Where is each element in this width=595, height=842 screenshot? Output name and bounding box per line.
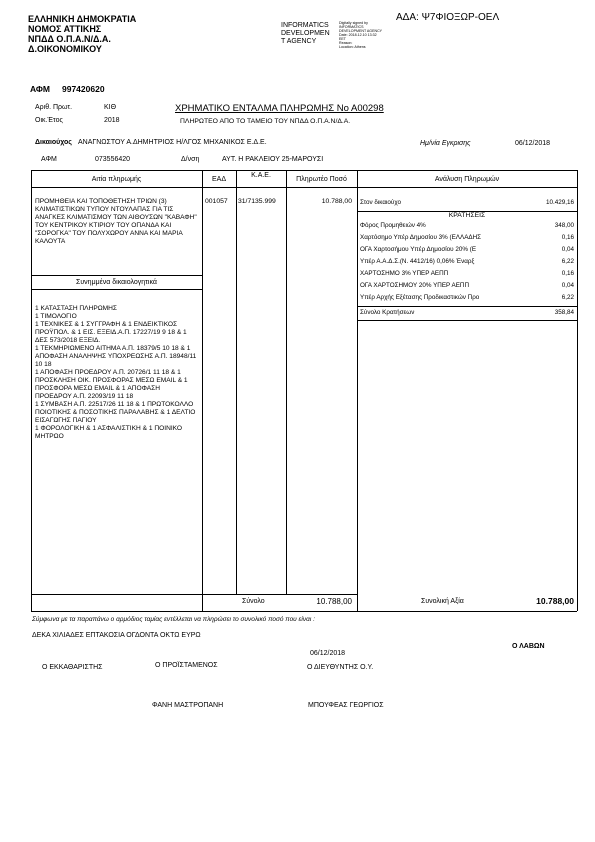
total-value: 10.788,00 <box>316 597 352 606</box>
head-label: Ο ΠΡΟΪΣΤΑΜΕΝΟΣ <box>155 662 218 669</box>
deduction-value: 0,16 <box>561 270 574 277</box>
deduction-label: ΟΓΑ Χαρτοσήμου Υπέρ Δημοσίου 20% (Ε <box>360 246 477 253</box>
agency-line: INFORMATICS <box>281 22 329 29</box>
deduction-label: Φόρος Προμηθειών 4% <box>360 222 426 229</box>
deduction-label: Υπέρ Αρχής Εξέτασης Προδικαστικών Προ <box>360 294 480 301</box>
beneficiary-row <box>358 199 576 207</box>
deduction-row <box>358 234 576 242</box>
payment-cause: ΠΡΟΜΗΘΕΙΑ ΚΑΙ ΤΟΠΟΘΕΤΗΣΗ ΤΡΙΩΝ (3) ΚΛΙΜΑΤΙΣΤΙΚΩΝ ΤΥΠΟΥ ΝΤΟΥΛΑΠΑΣ ΓΙΑ ΤΙΣ ΑΝΑΓΚΕΣ ΚΛΙΜΑΤΙΣΜΟΥ ΤΩΝ ΑΙΘΟΥΣΩΝ "ΚΑΒΑΦΗ" ΤΟΥ ΚΕΝΤΡΙΚΟΥ ΚΤΙΡΙΟΥ ΤΟΥ ΟΠΑΝΔΑ ΚΑΙ "ΣΟΡΟΓΚΑ" ΤΟΥ ΠΟΛΥΧΩΡΟΥ ΑΝΝΑ ΚΑΙ ΜΑΡΙΑ ΚΑΛΟΥΤΑ <box>35 198 197 245</box>
deduction-value: 6,22 <box>561 294 574 301</box>
amount-in-words: ΔΕΚΑ ΧΙΛΙΑΔΕΣ ΕΠΤΑΚΟΣΙΑ ΟΓΔΟΝΤΑ ΟΚΤΩ ΕΥΡΩ <box>32 632 201 639</box>
afm2-label: ΑΦΜ <box>41 156 57 163</box>
beneficiary-label: Δικαιούχος <box>35 139 72 146</box>
org-line: Δ.ΟΙΚΟΝΟΜΙΚΟΥ <box>28 44 102 54</box>
organization-block <box>28 14 136 54</box>
address-label: Δ/νση <box>181 156 200 163</box>
deduction-value: 0,16 <box>561 234 574 241</box>
payment-instruction: Σύμφωνα με τα παραπάνω ο αρμόδιος ταμίας εντέλλεται να πληρώσει το συνολικό ποσό που είναι : <box>32 616 315 623</box>
amount-value: 10.788,00 <box>321 198 352 205</box>
total-deductions-row <box>358 309 576 317</box>
attached-docs-list: 1 ΚΑΤΑΣΤΑΣΗ ΠΛΗΡΩΜΗΣ 1 ΤΙΜΟΛΟΓΙΟ 1 ΤΕΧΝΙΚΕΣ & 1 ΣΥΓΓΡΑΦΗ & 1 ΕΝΔΕΙΚΤΙΚΟΣ ΠΡΟΫΠΟΛ. & 1 ΕΙΣ. ΕΞΕΙΔ.Α.Π. 17227/19 9 18 & 1 ΔΕΣ 573/2018 ΕΞΕΙΔ. 1 ΤΕΚΜΗΡΙΩΜΕΝΟ ΑΙΤΗΜΑ Α.Π. 18379/5 10 18 & 1 ΑΠΟΦΑΣΗ ΑΝΑΛΗΨΗΣ ΥΠΟΧΡΕΩΣΗΣ Α.Π. 18948/11 10 18 1 ΑΠΟΦΑΣΗ ΠΡΟΕΔΡΟΥ Α.Π. 20726/1 11 18 & 1 ΠΡΟΣΚΛΗΣΗ ΟΙΚ. ΠΡΟΣΦΟΡΑΣ ΜΕΣΩ EMAIL & 1 ΠΡΟΣΦΟΡΑ ΜΕΣΩ EMAIL & 1 ΑΠΟΦΑΣΗ ΠΡΟΕΔΡΟΥ Α.Π. 22093/19 11 18 1 ΣΥΜΒΑΣΗ Α.Π. 22517/26 11 18 & 1 ΠΡΩΤΟΚΟΛΛΟ ΠΟΙΟΤΙΚΗΣ & ΠΟΣΟΤΙΚΗΣ ΠΑΡΑΛΑΒΗΣ & 1 ΔΕΛΤΙΟ ΕΙΣΑΓΩΓΗΣ ΠΑΓΙΟΥ 1 ΦΟΡΟΛΟΓΙΚΗ & 1 ΑΣΦΑΛΙΣΤΙΚΗ & 1 ΠΟΙΝΙΚΟ ΜΗΤΡΩΟ <box>35 305 197 440</box>
deduction-label: Υπέρ Α.Α.Δ.Σ.(Ν. 4412/16) 0,06% Έναρξ <box>360 258 475 265</box>
ada-code: ΑΔΑ: Ψ7ΦΙΟΞΩΡ-ΟΕΛ <box>396 12 500 23</box>
approval-date: 06/12/2018 <box>515 140 551 147</box>
signature-date: 06/12/2018 <box>310 650 346 657</box>
ead-value: 001057 <box>205 198 228 205</box>
stamp-line: Reason: <box>339 41 353 45</box>
net-value-label: Συνολική Αξία <box>421 598 464 605</box>
deductions-title: ΚΡΑΤΗΣΕΙΣ <box>448 212 486 219</box>
org-line: ΝΟΜΟΣ ΑΤΤΙΚΗΣ <box>28 24 102 34</box>
kae-value: 31/7135.999 <box>238 198 276 205</box>
header-cause: Αιτία πληρωμής <box>91 176 142 183</box>
deduction-value: 0,04 <box>561 246 574 253</box>
deduction-value: 6,22 <box>561 258 574 265</box>
deduction-label: ΟΓΑ ΧΑΡΤΟΣΗΜΟΥ 20% ΥΠΕΡ ΑΕΠΠ <box>360 282 470 289</box>
deduction-label: ΧΑΡΤΟΣΗΜΟ 3% ΥΠΕΡ ΑΕΠΠ <box>360 270 449 277</box>
afm2-value: 073556420 <box>95 156 131 163</box>
attached-docs-title: Συνημμένα δικαιολογητικά <box>76 279 157 286</box>
header-analysis: Ανάλυση Πληρωμών <box>434 176 500 183</box>
agency-line: T AGENCY <box>281 38 317 45</box>
stamp-line: DEVELOPMENT AGENCY <box>339 29 383 33</box>
document-subtitle: ΠΛΗΡΩΤΕΟ ΑΠΟ ΤΟ ΤΑΜΕΙΟ ΤΟΥ ΝΠΔΔ Ο.Π.Α.Ν/Δ.Α. <box>180 118 351 125</box>
receiver-label: Ο ΛΑΒΩΝ <box>512 643 545 650</box>
director-name: ΜΠΟΥΦΕΑΣ ΓΕΩΡΓΙΟΣ <box>308 702 384 709</box>
protocol-label: Αριθ. Πρωτ. <box>35 104 73 111</box>
stamp-line: Date: 2018.12.10 13:32 <box>339 33 377 37</box>
agency-label <box>281 22 330 46</box>
afm-label: ΑΦΜ <box>30 84 50 94</box>
deduction-row <box>358 258 576 266</box>
agency-line: DEVELOPMEN <box>281 30 330 37</box>
header-amount: Πληρωτέο Ποσό <box>296 176 347 183</box>
org-line: ΕΛΛΗΝΙΚΗ ΔΗΜΟΚΡΑΤΙΑ <box>28 14 137 24</box>
director-label: Ο ΔΙΕΥΘΥΝΤΗΣ Ο.Υ. <box>307 664 374 671</box>
afm-value: 997420620 <box>62 84 105 94</box>
deduction-value: 0,04 <box>561 282 574 289</box>
deduction-row <box>358 282 576 290</box>
head-name: ΦΑΝΗ ΜΑΣΤΡΟΠΑΝΗ <box>152 702 224 709</box>
total-deductions-value: 358,84 <box>554 309 574 316</box>
protocol-value: ΚΙΘ <box>104 104 117 111</box>
net-value: 10.788,00 <box>536 596 574 606</box>
year-label: Οικ.Έτος <box>35 117 63 124</box>
deduction-row <box>358 294 576 302</box>
beneficiary-amount-label: Στον δικαιούχο <box>360 199 401 206</box>
approval-label: Ημ/νία Εγκρισης <box>420 140 471 147</box>
stamp-line: Digitally signed by <box>339 21 368 25</box>
year-value: 2018 <box>104 117 120 124</box>
deduction-row <box>358 222 576 230</box>
beneficiary-amount-value: 10.429,16 <box>545 199 574 206</box>
deduction-row <box>358 246 576 254</box>
deduction-label: Χαρτόσημο Υπέρ Δημοσίου 3% (ΕΛΛΑΔΗΣ <box>360 234 482 241</box>
deduction-row <box>358 270 576 278</box>
address-value: ΑΥΤ. Η ΡΑΚΛΕΙΟΥ 25-ΜΑΡΟΥΣΙ <box>222 156 324 163</box>
stamp-line: EET <box>339 37 346 41</box>
org-line: ΝΠΔΔ Ο.Π.Α.Ν/Δ.Α. <box>28 34 111 44</box>
stamp-line: Location: Athens <box>339 45 366 49</box>
deduction-value: 348,00 <box>554 222 574 229</box>
beneficiary-value: ΑΝΑΓΝΩΣΤΟΥ Α.ΔΗΜΗΤΡΙΟΣ Η/ΛΓΟΣ ΜΗΧΑΝΙΚΟΣ Ε.Δ.Ε. <box>78 139 267 146</box>
header-ead: ΕΑΔ <box>211 176 226 183</box>
stamp-line: INFORMATICS <box>339 25 364 29</box>
digital-signature-stamp <box>339 21 382 49</box>
total-label: Σύνολο <box>242 598 265 605</box>
checker-label: Ο ΕΚΚΑΘΑΡΙΣΤΗΣ <box>42 664 103 671</box>
header-kae: Κ.Α.Ε. <box>251 172 271 179</box>
document-title: ΧΡΗΜΑΤΙΚΟ ΕΝΤΑΛΜΑ ΠΛΗΡΩΜΗΣ Νο Α00298 <box>175 103 384 114</box>
total-deductions-label: Σύνολο Κρατήσεων <box>360 309 415 316</box>
